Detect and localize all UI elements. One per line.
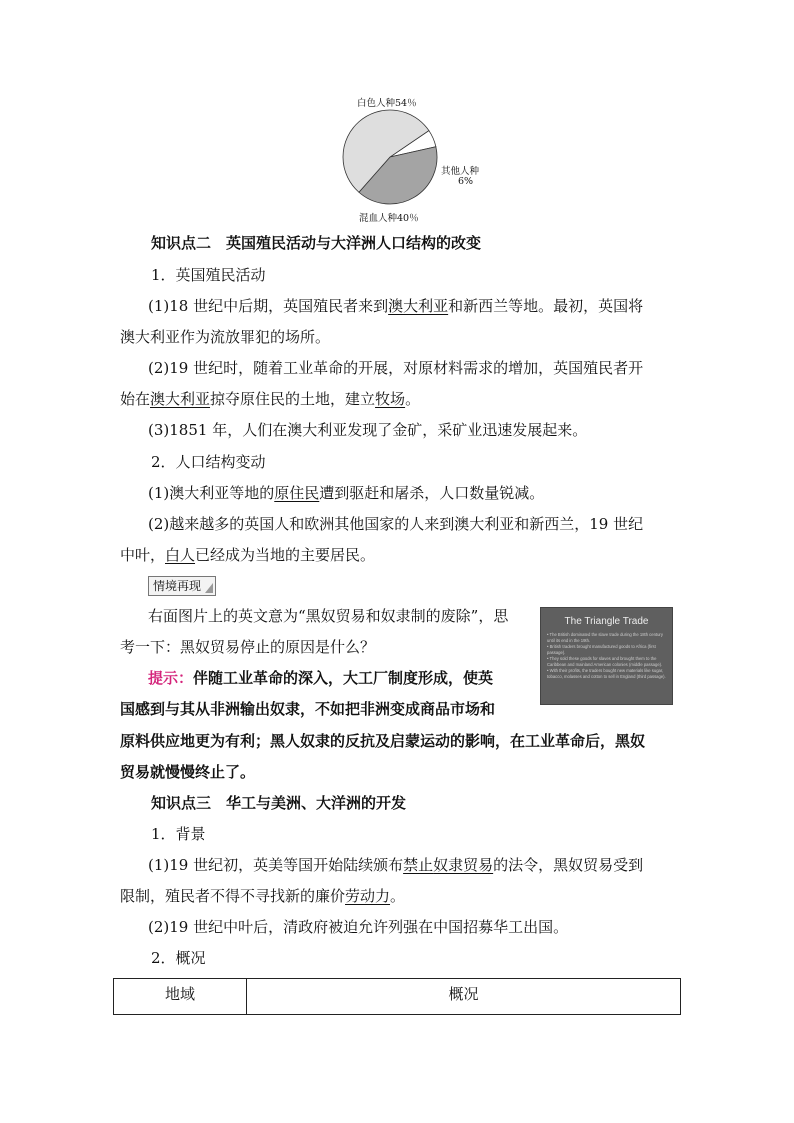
section3-p1b [120, 886, 405, 906]
section2-p2a: (2)19 世纪时，随着工业革命的开展，对原材料需求的增加，英国殖民者开 [148, 359, 644, 377]
section2-p3: (3)1851 年，人们在澳大利亚发现了金矿，采矿业迅速发展起来。 [148, 421, 588, 439]
text: (1)澳大利亚等地的 [148, 484, 275, 502]
slide-body [547, 632, 666, 680]
text: 。 [405, 390, 421, 408]
blank-answer: 牧场 [375, 390, 406, 408]
text: 和新西兰等地。最初，英国将 [448, 297, 644, 315]
section3-sub1: 1．背景 [151, 825, 206, 843]
section2-p1a [148, 296, 643, 316]
text: 伴随工业革命的深入，大工厂制度形成，使英 [193, 669, 494, 687]
pie-label-other-value: 6% [458, 176, 474, 187]
text: 中叶， [120, 546, 166, 564]
text: 的法令，黑奴贸易受到 [493, 856, 644, 874]
section2-sub2: 2．人口结构变动 [151, 453, 266, 471]
text: 限制，殖民者不得不寻找新的廉价 [120, 887, 346, 905]
triangle-trade-slide-image [540, 607, 673, 705]
scenario-answer-1 [148, 668, 493, 688]
text: (1)18 世纪中后期，英国殖民者来到 [148, 297, 389, 315]
blank-answer: 原住民 [274, 484, 320, 502]
blank-answer: 劳动力 [345, 887, 391, 905]
section2-heading: 知识点二 英国殖民活动与大洋洲人口结构的改变 [151, 234, 482, 252]
section2-p5a: (2)越来越多的英国人和欧洲其他国家的人来到澳大利亚和新西兰，19 世纪 [148, 515, 644, 533]
table-header-region: 地域 [114, 979, 247, 1015]
scenario-answer-4: 贸易就慢慢终止了。 [120, 763, 256, 781]
section2-p5b [120, 545, 375, 565]
slide-line: • The British dominated the slave trade during the 18th century until its end in the 19th. [547, 632, 663, 643]
table-header-overview: 概况 [247, 979, 681, 1015]
text: (1)19 世纪初，英美等国开始陆续颁布 [148, 856, 404, 874]
scenario-question-2: 考一下：黑奴贸易停止的原因是什么？ [120, 638, 376, 656]
section2-sub1: 1．英国殖民活动 [151, 266, 266, 284]
blank-answer: 禁止 [403, 856, 434, 874]
text: 。 [390, 887, 406, 905]
text: 已经成为当地的主要居民。 [195, 546, 376, 564]
slide-line: • British traders brought manufactured goods to Africa (first passage). [547, 644, 656, 655]
section2-p4 [148, 483, 544, 503]
scenario-question-1: 右面图片上的英文意为“黑奴贸易和奴隶制的废除”，思 [148, 607, 509, 625]
blank-answer: 澳大利亚 [388, 297, 449, 315]
pie-label-white: 白色人种54％ [357, 98, 417, 109]
section2-p1b: 澳大利亚作为流放罪犯的场所。 [120, 328, 331, 346]
text: 掠夺原住民的土地，建立 [210, 390, 376, 408]
slide-line: • They sold these goods for slaves and brought them to the Caribbean and mainland American colonies (middle passage). [547, 656, 663, 667]
pie-label-other: 其他人种 [441, 166, 480, 177]
section3-p1a [148, 855, 643, 875]
blank-answer: 白人 [165, 546, 196, 564]
section2-p2b [120, 389, 420, 409]
slide-line: • With their profits, the traders bought new materials like sugar, tobacco, molasses and cotton to sell in England (third passage). [547, 668, 666, 679]
scenario-tag: 情境再现 [148, 576, 216, 596]
blank-answer: 澳大利亚 [150, 390, 211, 408]
text: 始在 [120, 390, 151, 408]
section3-p2: (2)19 世纪中叶后，清政府被迫允许列强在中国招募华工出国。 [148, 918, 569, 936]
pie-label-mixed: 混血人种40％ [359, 213, 419, 224]
text: 遭到驱赶和屠杀，人口数量锐减。 [319, 484, 545, 502]
scenario-answer-3: 原料供应地更为有利；黑人奴隶的反抗及启蒙运动的影响，在工业革命后，黑奴 [120, 732, 646, 750]
section3-heading: 知识点三 华工与美洲、大洋洲的开发 [151, 794, 407, 812]
blank-answer: 奴隶贸易 [433, 856, 494, 874]
scenario-answer-2: 国感到与其从非洲输出奴隶，不如把非洲变成商品市场和 [120, 700, 496, 718]
slide-title: The Triangle Trade [564, 616, 649, 627]
table-header-row [114, 979, 681, 1015]
overview-table [113, 978, 681, 1015]
tip-label: 提示： [148, 669, 194, 687]
section3-sub2: 2．概况 [151, 949, 206, 967]
